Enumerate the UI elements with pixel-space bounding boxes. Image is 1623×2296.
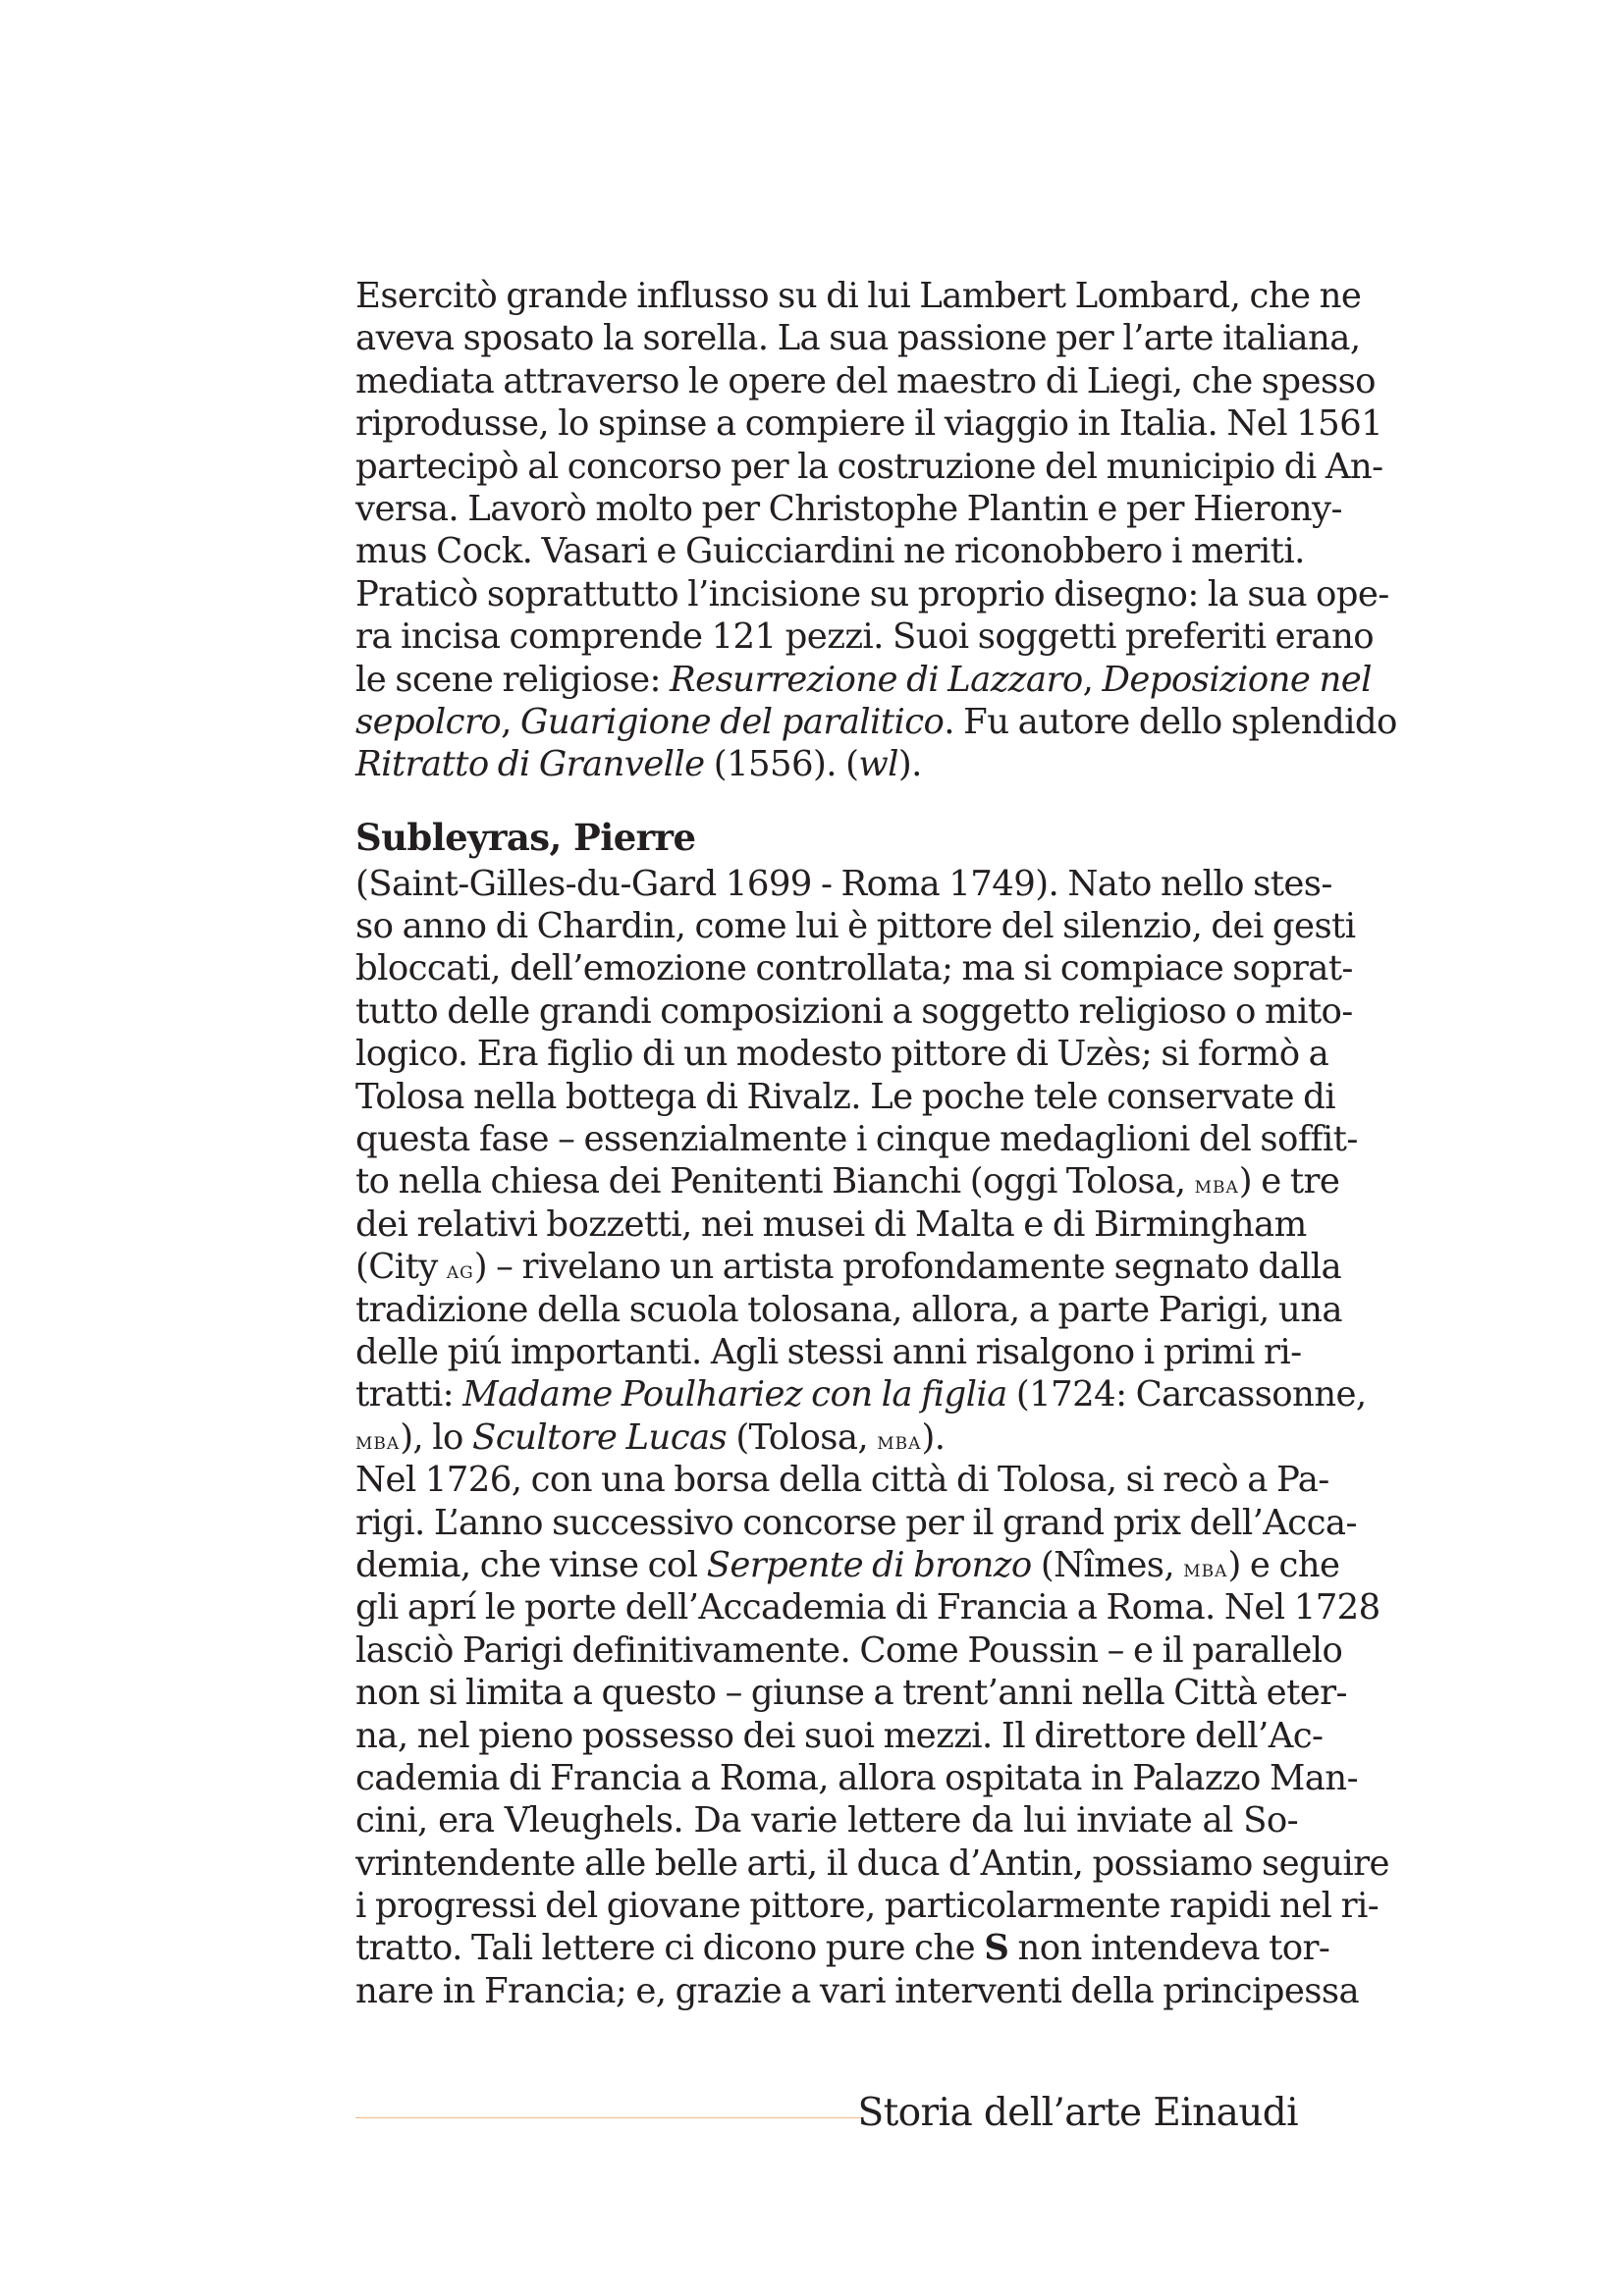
text-line: bloccati, dell’emozione controllata; ma si compiace soprat- [355, 948, 1353, 989]
text-segment: le scene religiose: [355, 659, 671, 700]
text-segment: (1724: Carcassonne, [1006, 1374, 1367, 1415]
text-segment: , [1082, 659, 1103, 700]
text-segment: to nella chiesa dei Penitenti Bianchi (oggi Tolosa, [355, 1161, 1195, 1202]
text-line: dei relativi bozzetti, nei musei di Malta e di Birmingham [355, 1203, 1307, 1245]
text-segment: ) e che [1227, 1544, 1340, 1585]
museum-abbreviation: mba [355, 1426, 401, 1455]
text-segment: ), lo [400, 1416, 473, 1458]
text-segment: (City [355, 1247, 447, 1288]
text-line: Nel 1726, con una borsa della città di Tolosa, si recò a Pa- [355, 1460, 1329, 1501]
text-line [355, 701, 1397, 743]
page-body [355, 275, 1397, 2012]
text-line: riprodusse, lo spinse a compiere il viaggio in Italia. Nel 1561 [355, 403, 1383, 445]
text-segment: ). [921, 1416, 946, 1458]
text-segment: non intendeva tor- [1008, 1928, 1330, 1969]
text-line: tutto delle grandi composizioni a soggetto religioso o mito- [355, 990, 1353, 1032]
text-line [355, 743, 1298, 785]
page-footer [355, 2089, 1298, 2138]
text-segment: (Tolosa, [727, 1416, 878, 1458]
text-line: mus Cock. Vasari e Guicciardini ne riconobbero i meriti. [355, 531, 1305, 572]
artwork-title: Madame Poulhariez con la figlia [462, 1374, 1007, 1415]
text-line: tradizione della scuola tolosana, allora, a parte Parigi, una [355, 1289, 1342, 1330]
artwork-title: Scultore Lucas [472, 1416, 728, 1458]
text-segment: demia, che vinse col [355, 1544, 707, 1585]
entry-body [355, 863, 1389, 2013]
text-line: questa fase – essenzialmente i cinque medaglioni del soffit- [355, 1119, 1358, 1160]
text-line: mediata attraverso le opere del maestro di Liegi, che spesso [355, 360, 1376, 401]
text-line: versa. Lavorò molto per Christophe Plantin e per Hierony- [355, 488, 1342, 529]
artwork-title: sepolcro [355, 701, 502, 742]
museum-abbreviation: mba [877, 1426, 922, 1455]
text-line: partecipò al concorso per la costruzione del municipio di An- [355, 446, 1383, 487]
text-line: Praticò soprattutto l’incisione su proprio disegno: la sua ope- [355, 573, 1389, 614]
text-line: rigi. L’anno successivo concorse per il grand prix dell’Acca- [355, 1502, 1357, 1543]
text-line [355, 1416, 1298, 1459]
text-segment: ) – rivelano un artista profondamente segnato dalla [473, 1247, 1342, 1288]
text-line: vrintendente alle belle arti, il duca d’Antin, possiamo seguire [355, 1842, 1389, 1884]
text-segment: tratti: [355, 1374, 463, 1415]
entry-continuation [355, 275, 1397, 786]
subject-abbreviation: S [984, 1928, 1009, 1969]
text-line: non si limita a questo – giunse a trent’anni nella Città eter- [355, 1673, 1347, 1714]
museum-abbreviation: mba [1183, 1554, 1228, 1582]
text-line: so anno di Chardin, come lui è pittore del silenzio, dei gesti [355, 906, 1356, 947]
text-line [355, 1246, 1342, 1288]
text-line: cademia di Francia a Roma, allora ospitata in Palazzo Man- [355, 1757, 1358, 1798]
text-line: cini, era Vleughels. Da varie lettere da lui inviate al So- [355, 1800, 1298, 1842]
artwork-title: Deposizione nel [1102, 659, 1372, 700]
text-line [355, 1927, 1330, 1969]
text-segment: ). [897, 744, 922, 785]
text-line [355, 659, 1372, 701]
artwork-title: Resurrezione di Lazzaro [670, 659, 1083, 700]
museum-abbreviation: ag [446, 1256, 474, 1285]
text-segment: ) e tre [1238, 1161, 1340, 1202]
text-line [355, 1160, 1340, 1202]
text-line: delle piú importanti. Agli stessi anni risalgono i primi ri- [355, 1331, 1302, 1372]
text-line: gli aprí le porte dell’Accademia di Francia a Roma. Nel 1728 [355, 1587, 1380, 1629]
text-line: Esercitò grande influsso su di lui Lambert Lombard, che ne [355, 276, 1362, 316]
text-segment: (Nîmes, [1031, 1544, 1184, 1585]
text-line: na, nel pieno possesso dei suoi mezzi. Il direttore dell’Ac- [355, 1715, 1324, 1756]
text-segment: , [501, 701, 520, 742]
footer-rule [355, 2117, 864, 2118]
author-initials: wl [858, 744, 898, 785]
text-line: ra incisa comprende 121 pezzi. Suoi soggetti preferiti erano [355, 616, 1375, 658]
text-line: nare in Francia; e, grazie a vari interventi della principessa [355, 1970, 1360, 2011]
text-line [355, 1373, 1367, 1415]
text-line: logico. Era figlio di un modesto pittore di Uzès; si formò a [355, 1034, 1329, 1075]
entry-heading: Subleyras, Pierre [355, 815, 696, 859]
artwork-title: Guarigione del paralitico [519, 701, 945, 742]
text-segment: tratto. Tali lettere ci dicono pure che [355, 1928, 985, 1969]
text-line: lasciò Parigi definitivamente. Come Poussin – e il parallelo [355, 1629, 1343, 1671]
artwork-title: Ritratto di Granvelle [355, 744, 705, 785]
artwork-title: Serpente di bronzo [706, 1544, 1032, 1585]
text-line: aveva sposato la sorella. La sua passione per l’arte italiana, [355, 318, 1361, 359]
text-line: i progressi del giovane pittore, particolarmente rapidi nel ri- [355, 1886, 1380, 1927]
text-line [355, 1544, 1340, 1586]
footer-title: Storia dell’arte Einaudi [857, 2091, 1298, 2135]
text-line: Tolosa nella bottega di Rivalz. Le poche tele conservate di [355, 1076, 1336, 1117]
text-line: (Saint-Gilles-du-Gard 1699 - Roma 1749). Nato nello stes- [355, 863, 1332, 904]
museum-abbreviation: mba [1194, 1171, 1239, 1200]
text-segment: . Fu autore dello splendido [944, 701, 1397, 742]
text-segment: (1556). ( [704, 744, 859, 785]
